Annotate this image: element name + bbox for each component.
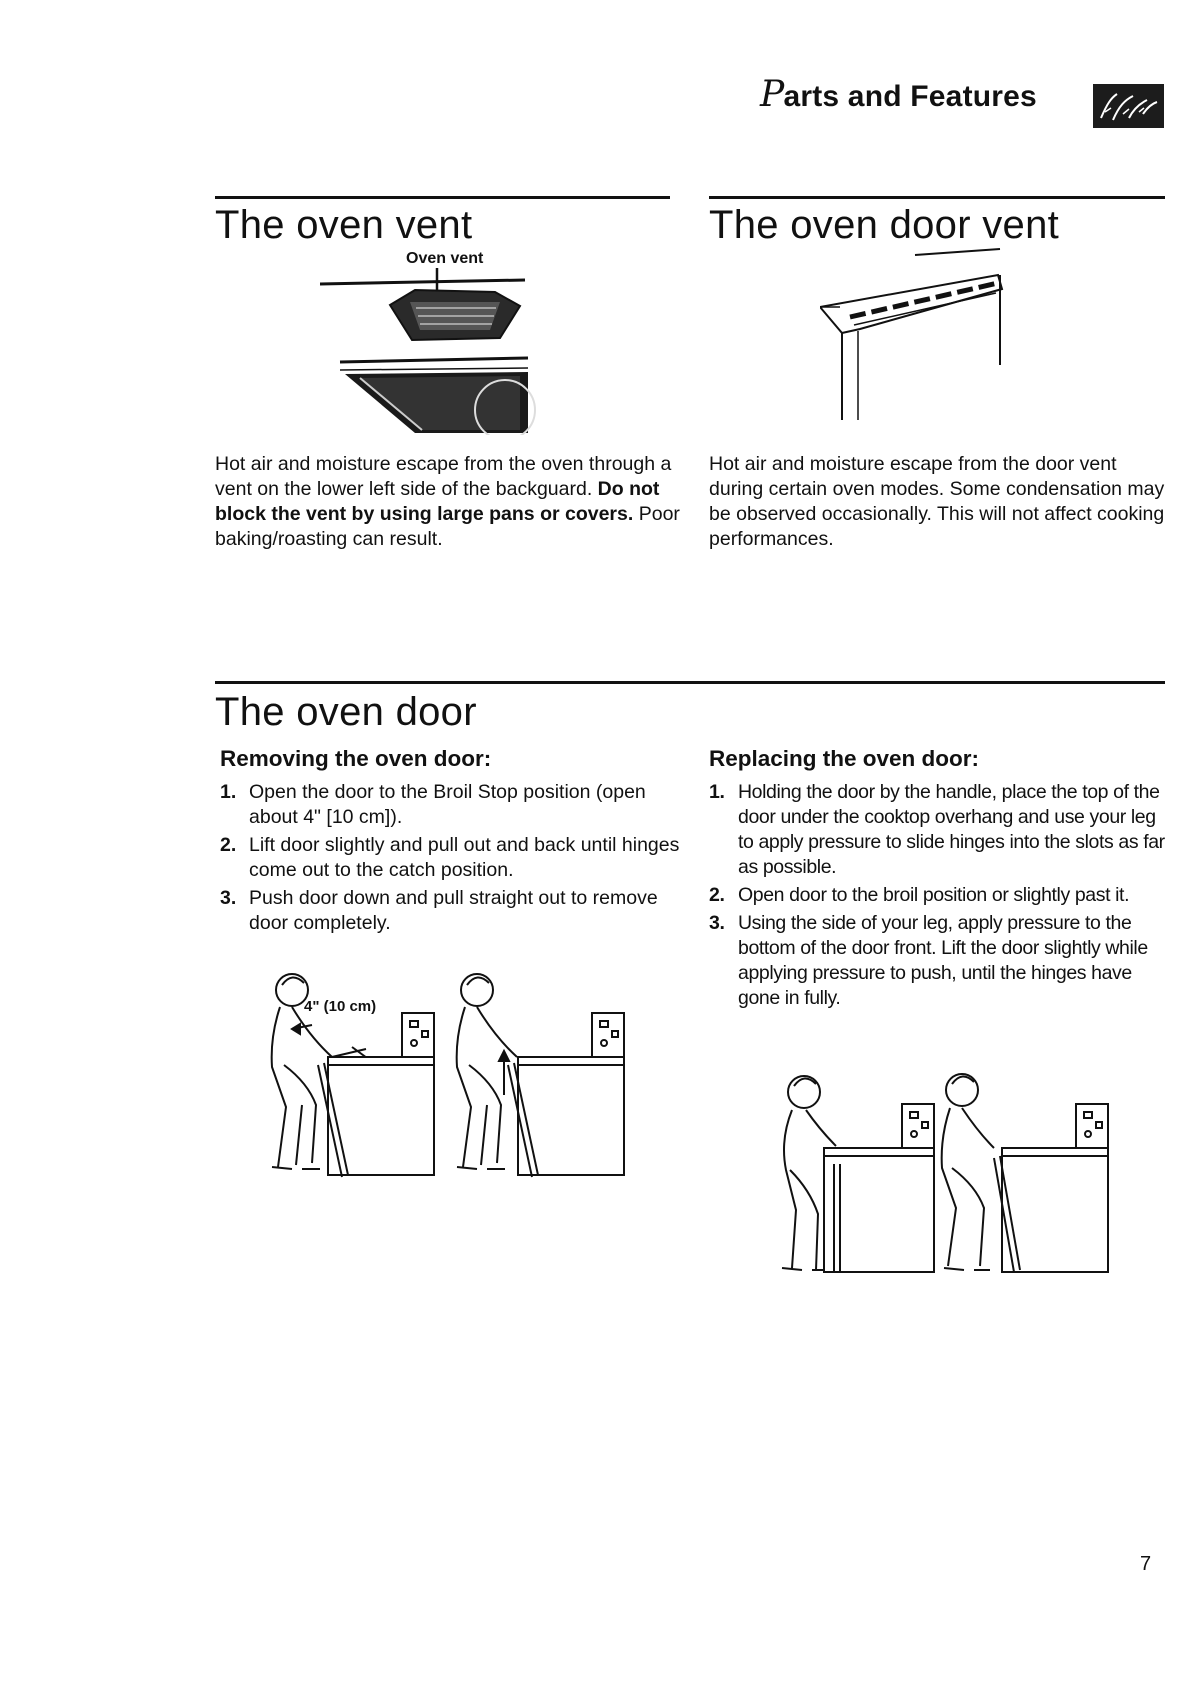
step-number: 1. xyxy=(220,781,237,803)
oven-vent-callout-label: Oven vent xyxy=(406,250,484,267)
oven-door-vent-rule xyxy=(709,196,1165,199)
list-item xyxy=(709,911,1169,1011)
removing-door-heading: Removing the oven door: xyxy=(220,746,492,771)
header-title-rest: arts and Features xyxy=(783,80,1037,113)
replacing-door-steps xyxy=(709,780,1169,1014)
step-text: Using the side of your leg, apply pressure to the bottom of the door front. Lift the door slightly while applying pressure to push, until the hinges have gone in fully. xyxy=(738,912,1148,1009)
oven-vent-illustration xyxy=(320,250,540,435)
step-number: 2. xyxy=(220,834,237,856)
step-number: 3. xyxy=(220,887,237,909)
list-item xyxy=(709,780,1169,880)
brand-logo-icon xyxy=(1093,84,1164,128)
list-item xyxy=(220,833,680,883)
replacing-door-heading: Replacing the oven door: xyxy=(709,746,980,771)
page-header-title xyxy=(760,74,1037,115)
removing-door-steps xyxy=(220,780,680,939)
header-title-initial: P xyxy=(760,74,785,115)
step-number: 2. xyxy=(709,884,725,906)
step-text: Open the door to the Broil Stop position (open about 4" [10 cm]). xyxy=(249,781,646,828)
removing-door-measure-label: 4" (10 cm) xyxy=(304,998,377,1015)
list-item xyxy=(220,886,680,936)
oven-door-vent-description: Hot air and moisture escape from the door vent during certain oven modes. Some condensation may be observed occasionally. This will not affect cooking performances. xyxy=(709,453,1165,550)
step-text: Open door to the broil position or slightly past it. xyxy=(738,884,1130,906)
oven-door-heading: The oven door xyxy=(215,690,477,734)
oven-door-vent-illustration xyxy=(820,245,1020,425)
oven-vent-body-2: Poor baking/roasting can result. xyxy=(215,503,680,550)
oven-vent-heading: The oven vent xyxy=(215,203,473,247)
step-text: Push door down and pull straight out to remove door completely. xyxy=(249,887,658,934)
oven-door-vent-heading: The oven door vent xyxy=(709,203,1060,247)
step-text: Holding the door by the handle, place the top of the door under the cooktop overhang and use your leg to apply pressure to slide hinges into the slots as far as possible. xyxy=(738,781,1165,878)
oven-door-rule xyxy=(215,681,1165,684)
list-item xyxy=(220,780,680,830)
replacing-door-illustration xyxy=(762,1068,1112,1278)
oven-vent-rule xyxy=(215,196,670,199)
oven-vent-warning: Do not block the vent by using large pans or covers. xyxy=(215,478,660,525)
oven-vent-body-1: Hot air and moisture escape from the oven through a vent on the lower left side of the backguard. xyxy=(215,453,672,500)
step-number: 3. xyxy=(709,912,725,934)
step-text: Lift door slightly and pull out and back until hinges come out to the catch position. xyxy=(249,834,680,881)
step-number: 1. xyxy=(709,781,725,803)
oven-vent-description xyxy=(215,452,685,552)
page-number: 7 xyxy=(1140,1553,1152,1575)
list-item xyxy=(709,883,1169,908)
